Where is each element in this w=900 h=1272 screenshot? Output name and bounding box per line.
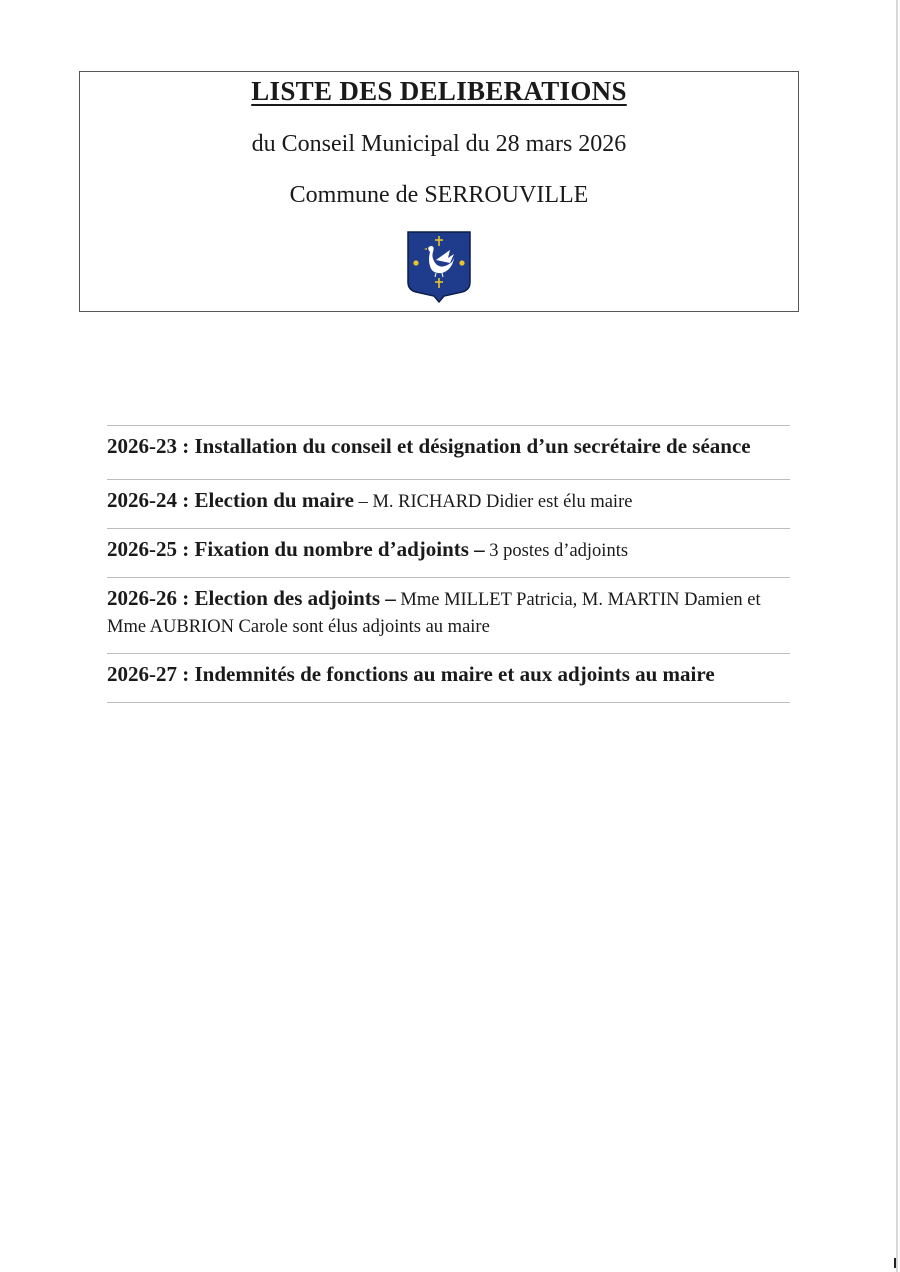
deliberation-item	[107, 529, 790, 577]
deliberation-description: 3 postes d’adjoints	[484, 541, 629, 561]
deliberation-title: Election du maire	[194, 488, 354, 512]
deliberation-number: 2026-25	[107, 537, 177, 561]
deliberation-title: Election des adjoints –	[194, 586, 396, 610]
deliberation-title: Installation du conseil et désignation d’un secrétaire de séance	[194, 434, 751, 458]
deliberation-title: Fixation du nombre d’adjoints –	[194, 537, 485, 561]
deliberation-description: – M. RICHARD Didier est élu maire	[353, 492, 633, 512]
deliberation-number: 2026-26	[107, 586, 177, 610]
deliberation-item	[107, 654, 790, 702]
deliberation-title: Indemnités de fonctions au maire et aux adjoints au maire	[194, 662, 715, 686]
coat-of-arms-icon	[406, 230, 472, 304]
deliberation-item	[107, 480, 790, 528]
divider	[107, 702, 790, 703]
deliberation-separator: :	[177, 488, 195, 512]
deliberation-item	[107, 426, 790, 479]
deliberation-description: Mme MILLET Patricia, M. MARTIN Damien et Mme AUBRION Carole sont élus adjoints au maire	[107, 590, 761, 637]
deliberation-list	[107, 425, 790, 703]
deliberation-item	[107, 578, 790, 653]
document-title: LISTE DES DELIBERATIONS	[251, 76, 627, 106]
meeting-date: du Conseil Municipal du 28 mars 2026	[251, 131, 627, 157]
scan-edge	[896, 0, 898, 1272]
deliberation-separator: :	[177, 586, 195, 610]
deliberation-number: 2026-27	[107, 662, 177, 686]
deliberation-number: 2026-23	[107, 434, 177, 458]
header-box	[79, 71, 799, 312]
deliberation-number: 2026-24	[107, 488, 177, 512]
deliberation-separator: :	[177, 537, 195, 561]
deliberation-separator: :	[177, 662, 195, 686]
commune-name: Commune de SERROUVILLE	[289, 182, 589, 208]
deliberation-separator: :	[177, 434, 195, 458]
scan-mark	[894, 1258, 896, 1268]
